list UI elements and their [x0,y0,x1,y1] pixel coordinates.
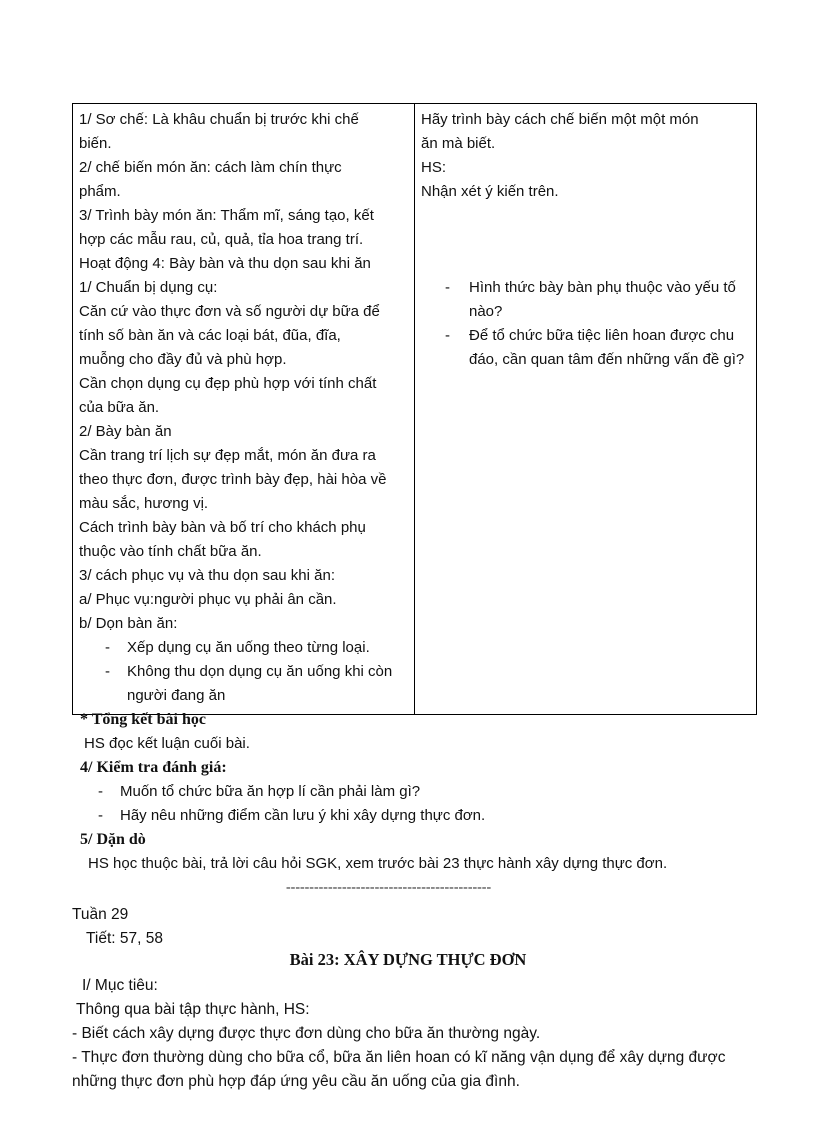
list-item-text: Xếp dụng cụ ăn uống theo từng loại. [127,639,370,656]
list-item [79,636,408,660]
content-line: 2/ Bày bàn ăn [79,423,172,440]
summary-heading: * Tổng kết bài học [80,711,206,728]
dash-bullet-icon: - [98,783,103,800]
list-item [72,780,772,804]
content-line: 3/ cách phục vụ và thu dọn sau khi ăn: [79,567,336,584]
dash-bullet-icon: - [105,639,110,656]
activity-line: HS: [420,159,446,176]
dash-bullet-icon: - [105,663,110,680]
content-line: phẩm. [79,183,121,200]
week-label: Tuần 29 [72,906,129,923]
content-line: 1/ Sơ chế: Là khâu chuẩn bị trước khi chế [79,111,359,128]
homework-text: HS học thuộc bài, trả lời câu hỏi SGK, xem trước bài 23 thực hành xây dựng thực đơn. [88,855,668,872]
activity-line: ăn mà biết. [420,135,496,152]
list-item [421,276,750,324]
content-line: Cần chọn dụng cụ đẹp phù hợp với tính chất [79,375,377,392]
homework-heading: 5/ Dặn dò [80,831,146,848]
objective-line: - Biết cách xây dựng được thực đơn dùng cho bữa ăn thường ngày. [72,1025,541,1042]
content-line: Căn cứ vào thực đơn và số người dự bữa để [79,303,380,320]
content-line: b/ Dọn bàn ăn: [79,615,178,632]
lesson-meta [72,903,772,951]
content-line: tính số bàn ăn và các loại bát, đũa, đĩa, [79,327,341,344]
objectives-heading: I/ Mục tiêu: [82,977,158,994]
content-line: Cách trình bày bàn và bố trí cho khách phụ [79,519,366,536]
content-line: Cần trang trí lịch sự đẹp mắt, món ăn đưa ra [79,447,376,464]
objectives-intro: Thông qua bài tập thực hành, HS: [76,1001,310,1018]
assessment-heading: 4/ Kiểm tra đánh giá: [80,759,227,776]
spacer [421,204,750,276]
lesson-title: Bài 23: XÂY DỰNG THỰC ĐƠN [289,950,527,969]
content-line: biến. [79,135,112,152]
list-item [79,660,408,708]
dash-bullet-icon: - [444,279,450,296]
content-line: 1/ Chuẩn bị dụng cụ: [79,279,218,296]
list-item [72,804,772,828]
activity-column [414,104,756,715]
content-line: hợp các mẫu rau, củ, quả, tỉa hoa trang trí. [79,231,364,248]
content-line: 3/ Trình bày món ăn: Thẩm mĩ, sáng tạo, kết [79,207,374,224]
lesson-table [72,103,757,715]
objective-line: những thực đơn phù hợp đáp ứng yêu cầu ăn uống của gia đình. [72,1073,520,1090]
content-line: Hoạt động 4: Bày bàn và thu dọn sau khi ăn [79,255,371,272]
list-item-text: Hãy nêu những điểm cần lưu ý khi xây dựng thực đơn. [120,807,486,824]
section-divider: -------------------------------------------- [286,880,492,895]
cleanup-list [79,636,408,708]
assessment-list [72,780,772,828]
dash-bullet-icon: - [98,807,103,824]
list-item-text: Để tổ chức bữa tiệc liên hoan được chu đáo, cần quan tâm đến những vấn đề gì? [468,327,745,368]
content-line: thuộc vào tính chất bữa ăn. [79,543,262,560]
activity-line: Hãy trình bày cách chế biến một một món [420,111,699,128]
content-line: 2/ chế biến món ăn: cách làm chín thực [79,159,342,176]
list-item [421,324,750,372]
objective-line: - Thực đơn thường dùng cho bữa cổ, bữa ăn liên hoan có kĩ năng vận dụng để xây dựng được [72,1049,726,1066]
periods-label: Tiết: 57, 58 [86,930,163,947]
post-table-section [72,708,772,876]
content-line: theo thực đơn, được trình bày đẹp, hài hòa về [79,471,387,488]
table-row [73,104,757,715]
list-item-text: Hình thức bày bàn phụ thuộc vào yếu tố nào? [468,279,736,320]
content-line: a/ Phục vụ:người phục vụ phải ân cần. [79,591,337,608]
content-line: muỗng cho đầy đủ và phù hợp. [79,351,287,368]
content-line: của bữa ăn. [79,399,160,416]
list-item-text: Muốn tổ chức bữa ăn hợp lí cần phải làm gì? [120,783,421,800]
question-list [421,276,750,372]
content-line: màu sắc, hương vị. [79,495,209,512]
objectives-section [72,974,762,1094]
list-item-text: Không thu dọn dụng cụ ăn uống khi còn người đang ăn [127,663,393,704]
dash-bullet-icon: - [444,327,450,344]
summary-text: HS đọc kết luận cuối bài. [84,735,250,752]
activity-line: Nhận xét ý kiến trên. [420,183,559,200]
content-column [73,104,415,715]
